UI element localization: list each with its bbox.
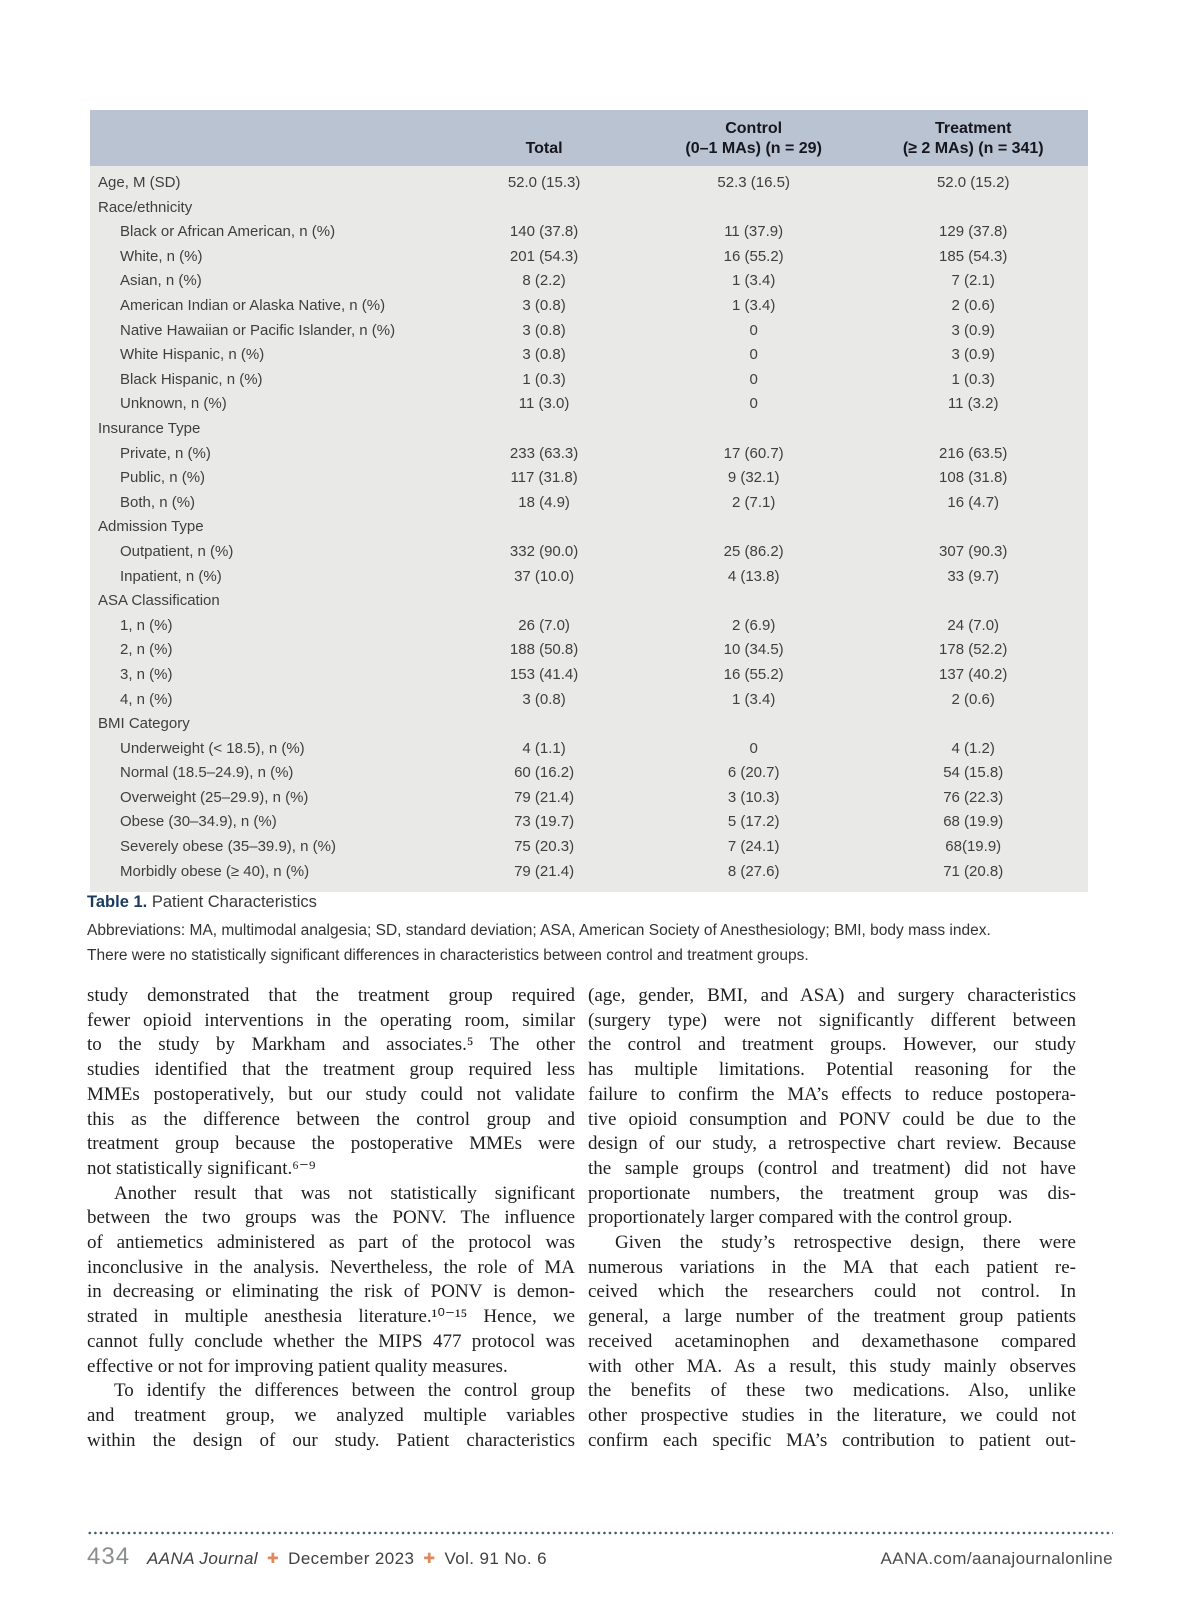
row-value: 60 (16.2)	[514, 764, 575, 782]
text-line: proportionate numbers, the treatment group was dis-	[588, 1182, 1076, 1204]
row-value: 18 (4.9)	[518, 493, 570, 511]
row-value: 153 (41.4)	[509, 665, 579, 683]
table-row	[90, 810, 1088, 835]
text-line: inconclusive in the analysis. Nevertheless, the role of MA	[87, 1256, 575, 1278]
row-value	[858, 589, 1088, 614]
table-footnote: There were no statistically significant differences in characteristics between control and treatment groups.	[87, 947, 809, 964]
row-value: 3 (0.9)	[951, 321, 995, 339]
text-line: proportionately larger compared with the control group.	[588, 1207, 1013, 1229]
text-line: this as the difference between the control group and	[87, 1108, 575, 1130]
table-row	[90, 442, 1088, 467]
text-line: study demonstrated that the treatment group required	[87, 985, 575, 1006]
text-line: To identify the differences between the control group	[114, 1380, 575, 1402]
row-label: Outpatient, n (%)	[120, 542, 234, 560]
text-line: MMEs postoperatively, but our study could not validate	[87, 1083, 575, 1105]
volume-number: Vol. 91 No. 6	[444, 1549, 547, 1568]
row-value	[649, 417, 859, 442]
row-value: 1 (3.4)	[731, 297, 776, 314]
row-value: 16 (55.2)	[723, 665, 784, 683]
table-row	[90, 343, 1088, 368]
row-label: Morbidly obese (≥ 40), n (%)	[120, 862, 310, 880]
row-value: 216 (63.5)	[939, 444, 1008, 462]
text-line: received acetaminophen and dexamethasone compared	[588, 1330, 1076, 1352]
cross-separator-icon: ✚	[423, 1550, 436, 1566]
row-value: 2 (0.6)	[951, 690, 995, 708]
row-value	[439, 589, 649, 614]
text-line: design of our study, a retrospective chart review. Because	[588, 1133, 1076, 1155]
row-value: 52.0 (15.3)	[507, 174, 581, 192]
table-row	[90, 540, 1088, 565]
paragraph	[87, 1379, 575, 1453]
body-text-column-right	[588, 984, 1076, 1453]
row-value: 1 (3.4)	[731, 272, 776, 290]
table-caption	[87, 890, 1082, 915]
row-value: 2 (0.6)	[951, 297, 995, 314]
row-value: 3 (0.8)	[522, 321, 566, 339]
table-row	[90, 663, 1088, 688]
row-value: 11 (3.0)	[518, 395, 570, 413]
text-line: cannot fully conclude whether the MIPS 477 protocol was	[87, 1330, 575, 1352]
row-value: 79 (21.4)	[514, 862, 575, 880]
text-line: the control and treatment groups. However, our study	[588, 1034, 1076, 1056]
header-cell-control	[649, 119, 859, 158]
row-value: 17 (60.7)	[723, 444, 784, 462]
footer-dotted-divider	[87, 1531, 1113, 1535]
row-value: 2 (6.9)	[731, 616, 776, 634]
row-value	[649, 515, 859, 540]
text-line: strated in multiple anesthesia literature.¹⁰⁻¹⁵ Hence, we	[87, 1306, 575, 1328]
row-value: 11 (37.9)	[724, 223, 784, 241]
table-row	[90, 737, 1088, 762]
row-value	[649, 589, 859, 614]
row-label: Inpatient, n (%)	[120, 567, 222, 585]
table-group-row	[90, 515, 1088, 540]
text-line: tive opioid consumption and PONV could be due to the	[588, 1108, 1076, 1130]
table-row	[90, 319, 1088, 344]
paragraph	[588, 984, 1076, 1231]
row-value: 0	[749, 321, 758, 339]
row-value	[858, 417, 1088, 442]
table-group-row	[90, 417, 1088, 442]
row-label: Race/ethnicity	[98, 198, 193, 216]
row-value	[649, 196, 859, 221]
row-label: 1, n (%)	[120, 616, 173, 634]
row-label: Private, n (%)	[120, 444, 211, 462]
text-line: treatment group because the postoperative MMEs were	[87, 1133, 575, 1155]
row-value: 129 (37.8)	[939, 223, 1008, 241]
row-value: 3 (0.8)	[522, 346, 566, 364]
body-text-column-left	[87, 984, 575, 1453]
row-value: 33 (9.7)	[947, 567, 1000, 585]
text-line: Given the study’s retrospective design, there were	[615, 1232, 1076, 1254]
row-label: Insurance Type	[98, 419, 201, 437]
row-value: 8 (27.6)	[727, 862, 780, 880]
row-label: Overweight (25–29.9), n (%)	[120, 788, 309, 806]
row-value: 0	[749, 739, 758, 757]
row-value: 3 (0.8)	[522, 690, 566, 708]
row-value: 7 (24.1)	[727, 838, 780, 856]
row-label: Black or African American, n (%)	[120, 223, 336, 241]
row-label: Underweight (< 18.5), n (%)	[120, 739, 305, 757]
row-value: 76 (22.3)	[943, 788, 1004, 806]
text-line: the sample groups (control and treatment) did not have	[588, 1157, 1076, 1179]
row-label: 2, n (%)	[120, 641, 173, 659]
patient-characteristics-table	[90, 110, 1088, 892]
table-row	[90, 786, 1088, 811]
row-label: Native Hawaiian or Pacific Islander, n (%)	[120, 321, 396, 339]
row-label: Severely obese (35–39.9), n (%)	[120, 838, 336, 856]
text-line: and treatment group, we analyzed multiple variables	[87, 1404, 575, 1426]
text-line: has multiple limitations. Potential reasoning for the	[588, 1059, 1076, 1081]
row-value	[858, 515, 1088, 540]
row-value	[439, 417, 649, 442]
text-line: of antiemetics administered as part of the protocol was	[87, 1232, 575, 1254]
row-value: 16 (4.7)	[947, 493, 1000, 511]
header-treatment-sublabel: (≥ 2 MAs) (n = 341)	[902, 139, 1044, 157]
row-value: 4 (1.1)	[522, 739, 566, 757]
table-row	[90, 269, 1088, 294]
paragraph	[588, 1231, 1076, 1453]
row-value: 37 (10.0)	[514, 567, 575, 585]
row-value: 7 (2.1)	[951, 272, 995, 290]
row-value: 185 (54.3)	[939, 247, 1008, 265]
row-label: 3, n (%)	[120, 665, 173, 683]
text-line: not statistically significant.⁶⁻⁹	[87, 1157, 316, 1179]
row-value: 201 (54.3)	[509, 247, 579, 265]
row-value: 68(19.9)	[945, 838, 1002, 856]
row-value	[858, 712, 1088, 737]
header-control-label: Control	[725, 120, 783, 137]
row-value: 178 (52.2)	[939, 641, 1008, 659]
row-value: 6 (20.7)	[727, 764, 780, 782]
row-value: 0	[749, 370, 758, 388]
text-line: Another result that was not statistically significant	[114, 1182, 575, 1204]
text-line: with other MA. As a result, this study mainly observes	[588, 1355, 1076, 1377]
issue-date: December 2023	[288, 1549, 415, 1568]
row-label: Obese (30–34.9), n (%)	[120, 813, 277, 831]
row-value: 11 (3.2)	[947, 395, 999, 413]
row-value: 233 (63.3)	[509, 444, 579, 462]
row-value	[439, 712, 649, 737]
row-label: Public, n (%)	[120, 469, 206, 487]
header-cell-total	[439, 139, 649, 159]
footer-left-group	[87, 1543, 547, 1571]
table-row	[90, 688, 1088, 713]
text-line: (surgery type) were not significantly different between	[588, 1009, 1076, 1031]
header-cell-treatment	[858, 119, 1088, 158]
text-line: effective or not for improving patient quality measures.	[87, 1355, 508, 1377]
text-line: confirm each specific MA’s contribution to patient out-	[588, 1429, 1076, 1451]
page-footer	[87, 1543, 1113, 1571]
row-value: 1 (0.3)	[951, 370, 995, 388]
row-value: 137 (40.2)	[939, 665, 1008, 683]
text-line: other prospective studies in the literature, we could not	[588, 1404, 1076, 1426]
row-value: 79 (21.4)	[514, 788, 575, 806]
table-row	[90, 466, 1088, 491]
table-row	[90, 392, 1088, 417]
row-value: 24 (7.0)	[947, 616, 1000, 634]
row-value: 307 (90.3)	[939, 542, 1008, 560]
header-control-sublabel: (0–1 MAs) (n = 29)	[685, 139, 822, 157]
row-value: 1 (3.4)	[731, 690, 776, 708]
paragraph	[87, 984, 575, 1182]
row-value: 0	[749, 395, 758, 413]
row-label: Admission Type	[98, 518, 204, 536]
row-value	[439, 515, 649, 540]
table-caption-block	[87, 890, 1082, 968]
table-row	[90, 565, 1088, 590]
row-label: Age, M (SD)	[98, 174, 181, 192]
table-abbreviations: Abbreviations: MA, multimodal analgesia; SD, standard deviation; ASA, American Society of Anesthesiology; BMI, body mass index.	[87, 922, 991, 939]
row-label: Unknown, n (%)	[120, 395, 227, 413]
paragraph	[87, 1182, 575, 1380]
row-value: 16 (55.2)	[723, 247, 784, 265]
row-value: 75 (20.3)	[514, 838, 575, 856]
row-value	[439, 196, 649, 221]
text-line: numerous variations in the MA that each patient re-	[588, 1256, 1076, 1278]
row-label: White Hispanic, n (%)	[120, 346, 265, 364]
row-label: ASA Classification	[98, 592, 220, 610]
row-label: Both, n (%)	[120, 493, 196, 511]
row-value: 73 (19.7)	[514, 813, 575, 831]
row-label: American Indian or Alaska Native, n (%)	[120, 297, 386, 314]
row-value: 54 (15.8)	[943, 764, 1004, 782]
row-value: 188 (50.8)	[509, 641, 579, 659]
row-label: White, n (%)	[120, 247, 203, 265]
table-row	[90, 614, 1088, 639]
row-label: Asian, n (%)	[120, 272, 202, 290]
text-line: failure to confirm the MA’s effects to reduce postopera-	[588, 1083, 1076, 1105]
row-label: BMI Category	[98, 715, 190, 733]
table-row	[90, 245, 1088, 270]
text-line: to the study by Markham and associates.⁵ The other	[87, 1034, 575, 1056]
row-value: 0	[749, 346, 758, 364]
text-line: ceived which the researchers could not control. In	[588, 1281, 1076, 1303]
table-row	[90, 638, 1088, 663]
text-line: fewer opioid interventions in the operating room, similar	[87, 1009, 575, 1031]
text-line: in decreasing or eliminating the risk of PONV is demon-	[87, 1281, 575, 1303]
row-value: 26 (7.0)	[518, 616, 570, 634]
table-group-row	[90, 196, 1088, 221]
page-number: 434	[87, 1543, 131, 1570]
row-value: 52.3 (16.5)	[717, 174, 790, 192]
text-line: general, a large number of the treatment group patients	[588, 1306, 1076, 1328]
cross-separator-icon: ✚	[267, 1550, 280, 1566]
table-group-row	[90, 712, 1088, 737]
row-value: 108 (31.8)	[939, 469, 1008, 487]
table-row	[90, 761, 1088, 786]
text-line: studies identified that the treatment group required less	[87, 1059, 575, 1081]
table-row	[90, 368, 1088, 393]
row-value: 2 (7.1)	[731, 493, 776, 511]
journal-website: AANA.com/aanajournalonline	[880, 1549, 1113, 1568]
row-value: 10 (34.5)	[723, 641, 784, 659]
row-value: 8 (2.2)	[522, 272, 566, 290]
table-group-row	[90, 589, 1088, 614]
row-value: 4 (1.2)	[951, 739, 995, 757]
row-value: 1 (0.3)	[522, 370, 566, 388]
table-row	[90, 220, 1088, 245]
row-label: 4, n (%)	[120, 690, 173, 708]
row-value: 9 (32.1)	[727, 469, 780, 487]
text-line: (age, gender, BMI, and ASA) and surgery characteristics	[588, 985, 1076, 1006]
table-row	[90, 294, 1088, 319]
table-caption-label: Table 1.	[87, 893, 148, 911]
row-value	[858, 196, 1088, 221]
header-treatment-label: Treatment	[934, 120, 1012, 137]
row-value	[649, 712, 859, 737]
row-value: 332 (90.0)	[509, 542, 579, 560]
text-line: within the design of our study. Patient characteristics	[87, 1429, 575, 1451]
row-value: 5 (17.2)	[727, 813, 780, 831]
table-caption-title: Patient Characteristics	[151, 893, 317, 911]
patient-table-body	[90, 166, 1088, 892]
row-value: 68 (19.9)	[943, 813, 1004, 831]
row-value: 52.0 (15.2)	[936, 174, 1010, 192]
table-row	[90, 171, 1088, 196]
journal-name: AANA Journal	[147, 1549, 258, 1568]
text-line: the benefits of these two medications. Also, unlike	[588, 1380, 1076, 1402]
row-value: 25 (86.2)	[723, 542, 784, 560]
table-header-row	[90, 110, 1088, 166]
row-value: 4 (13.8)	[727, 567, 780, 585]
header-total-label: Total	[525, 139, 563, 157]
row-value: 3 (0.9)	[951, 346, 995, 364]
table-row	[90, 835, 1088, 860]
row-value: 3 (0.8)	[522, 297, 566, 314]
row-label: Black Hispanic, n (%)	[120, 370, 263, 388]
text-line: between the two groups was the PONV. The influence	[87, 1207, 575, 1229]
row-value: 140 (37.8)	[509, 223, 579, 241]
row-value: 117 (31.8)	[510, 469, 578, 487]
row-label: Normal (18.5–24.9), n (%)	[120, 764, 294, 782]
table-row	[90, 491, 1088, 516]
row-value: 3 (10.3)	[727, 788, 780, 806]
row-value: 71 (20.8)	[943, 862, 1004, 880]
table-row	[90, 860, 1088, 885]
